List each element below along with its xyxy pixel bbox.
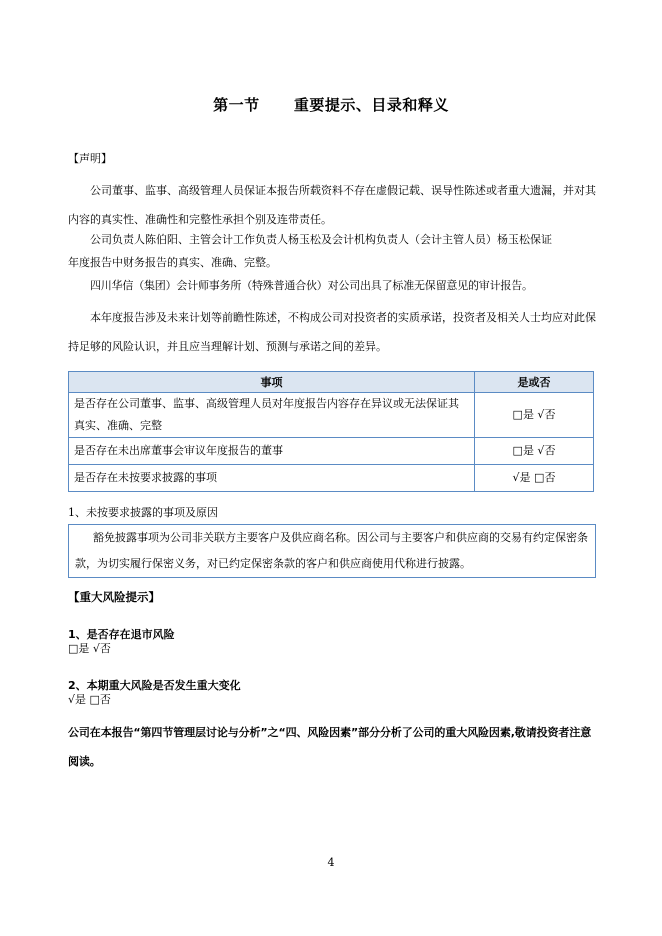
declaration-table [68, 371, 594, 492]
undisclosed-text: 豁免披露事项为公司非关联方主要客户及供应商名称。因公司与主要客户和供应商的交易有约定保密条款，为切实履行保密义务，对已约定保密条款的客户和供应商使用代称进行披露。 [75, 531, 588, 570]
table-header-row [69, 372, 594, 393]
table-cell-answer: □是 √否 [475, 393, 594, 438]
section-title: 第一节 重要提示、目录和释义 [213, 96, 449, 114]
table-cell-item: 是否存在未出席董事会审议年度报告的董事 [69, 438, 475, 465]
table-cell-item: 是否存在公司董事、监事、高级管理人员对年度报告内容存在异议或无法保证其真实、准确、完整 [69, 393, 475, 438]
statement-paragraph-1: 公司董事、监事、高级管理人员保证本报告所载资料不存在虚假记载、误导性陈述或者重大遗漏，并对其内容的真实性、准确性和完整性承担个别及连带责任。 [68, 184, 596, 226]
statement-paragraph-4: 四川华信（集团）会计师事务所（特殊普通合伙）对公司出具了标准无保留意见的审计报告。 [90, 279, 533, 292]
undisclosed-box [68, 524, 596, 578]
table-cell-answer: □是 √否 [475, 438, 594, 465]
risk-item-1-answer: □是 √否 [68, 642, 111, 655]
table-cell-answer: √是 □否 [475, 465, 594, 492]
table-row [69, 465, 594, 492]
table-row [69, 438, 594, 465]
table-header-answer: 是或否 [475, 372, 594, 393]
risk-item-2-title: 2、本期重大风险是否发生重大变化 [68, 679, 241, 692]
undisclosed-heading: 1、未按要求披露的事项及原因 [68, 506, 218, 519]
risk-heading: 【重大风险提示】 [68, 590, 160, 604]
risk-item-1-title: 1、是否存在退市风险 [68, 628, 175, 641]
statement-paragraph-2: 公司负责人陈伯阳、主管会计工作负责人杨玉松及会计机构负责人（会计主管人员）杨玉松保证 [90, 233, 552, 246]
table-header-item: 事项 [69, 372, 475, 393]
page-number: 4 [327, 856, 335, 869]
risk-note: 公司在本报告“第四节管理层讨论与分析”之“四、风险因素”部分分析了公司的重大风险因素,敬请投资者注意阅读。 [68, 726, 592, 768]
statement-heading: 【声明】 [68, 152, 112, 165]
table-row [69, 393, 594, 438]
table-cell-item: 是否存在未按要求披露的事项 [69, 465, 475, 492]
risk-item-2-answer: √是 □否 [68, 693, 111, 706]
statement-paragraph-5: 本年度报告涉及未来计划等前瞻性陈述，不构成公司对投资者的实质承诺，投资者及相关人士均应对此保持足够的风险认识，并且应当理解计划、预测与承诺之间的差异。 [68, 311, 596, 353]
statement-paragraph-3: 年度报告中财务报告的真实、准确、完整。 [68, 256, 277, 269]
